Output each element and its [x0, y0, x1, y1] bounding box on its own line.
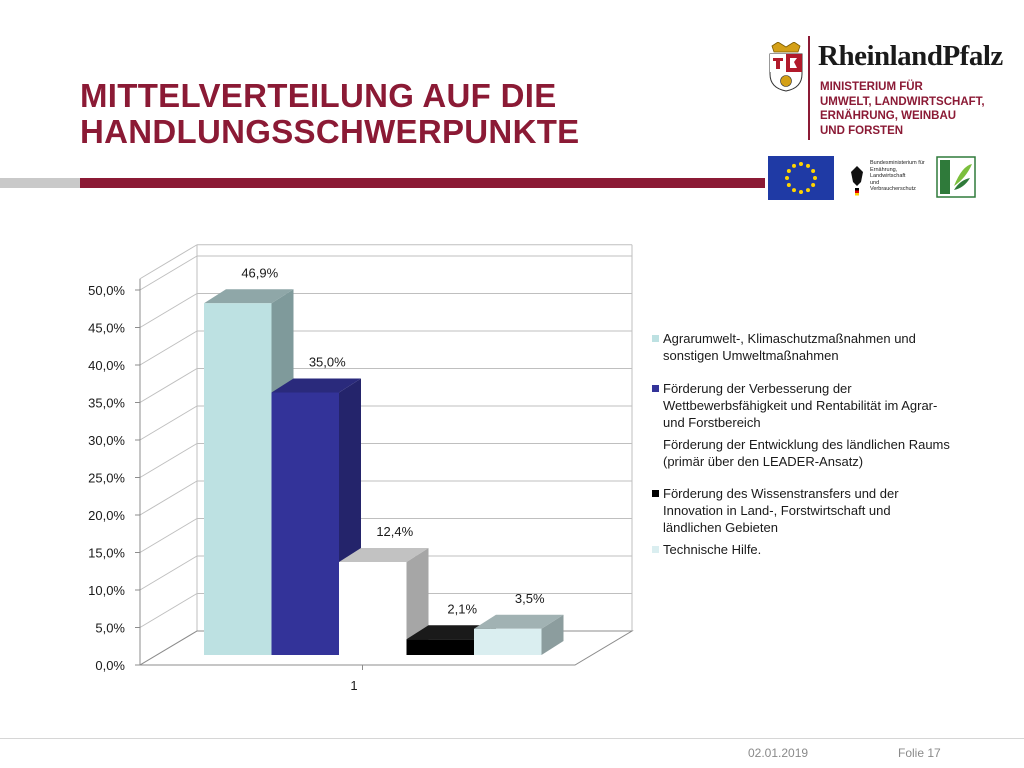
- side-wall-top-edge: [140, 245, 197, 279]
- data-label: 12,4%: [376, 524, 414, 539]
- bar-5: [474, 615, 564, 655]
- y-tick-label: 50,0%: [88, 283, 125, 298]
- legend-item: [652, 380, 952, 431]
- gridline-wall: [140, 444, 197, 478]
- legend-label: Förderung der Verbesserung der Wettbewerbsfähigkeit und Rentabilität im Agrar- und Forstbereich: [663, 381, 938, 430]
- y-tick-label: 0,0%: [95, 658, 125, 673]
- gridline-wall: [140, 331, 197, 365]
- gridline-wall: [140, 556, 197, 590]
- legend-item: [652, 436, 952, 470]
- bar-front: [204, 303, 272, 655]
- rlp-wordmark: RheinlandPfalz: [818, 40, 1003, 72]
- legend-swatch: [652, 385, 659, 392]
- data-label: 3,5%: [514, 590, 545, 606]
- bar-front: [272, 393, 340, 656]
- legend-label: Agrarumwelt-, Klimaschutzmaßnahmen und sonstigen Umweltmaßnahmen: [663, 331, 916, 363]
- bmel-line-1: Bundesministerium für: [870, 160, 925, 166]
- y-tick-label: 10,0%: [88, 583, 125, 598]
- gridline-wall: [140, 406, 197, 440]
- gridline-wall: [140, 594, 197, 628]
- footer-divider: [0, 738, 1024, 739]
- y-tick-label: 45,0%: [88, 320, 125, 336]
- slide-title-line-2: HANDLUNGSSCHWERPUNKTE: [80, 113, 580, 150]
- legend-item: [652, 541, 952, 558]
- y-tick-label: 25,0%: [88, 470, 125, 486]
- y-tick-label: 35,0%: [88, 395, 125, 411]
- footer-date: 02.01.2019: [748, 746, 809, 760]
- bar-front: [407, 639, 475, 655]
- data-label: 35,0%: [308, 354, 346, 370]
- ministry-line-2: UMWELT, LANDWIRTSCHAFT,: [820, 95, 985, 108]
- gridline-wall: [140, 369, 197, 403]
- legend-label: Förderung des Wissenstransfers und der Innovation in Land-, Forstwirtschaft und ländlichen Gebieten: [663, 486, 899, 535]
- legend-swatch: [652, 546, 659, 553]
- gridline-wall: [140, 519, 197, 553]
- footer-slide-number: Folie 17: [898, 746, 941, 760]
- legend-item: [652, 330, 952, 364]
- y-tick-label: 30,0%: [88, 433, 125, 448]
- y-tick-label: 15,0%: [88, 545, 125, 561]
- ministry-line-3: ERNÄHRUNG, WEINBAU: [820, 110, 957, 122]
- x-category-label: 1: [350, 678, 358, 693]
- gridline-wall: [140, 256, 197, 290]
- legend-swatch: [652, 441, 659, 448]
- bar-front: [339, 562, 407, 655]
- slide-title-line-1: MITTELVERTEILUNG AUF DIE: [80, 77, 557, 114]
- y-tick-label: 40,0%: [88, 358, 125, 373]
- data-label: 2,1%: [447, 601, 478, 617]
- legend-item: [652, 485, 952, 536]
- legend-swatch: [652, 490, 659, 497]
- ministry-line-1: MINISTERIUM FÜR: [820, 81, 923, 93]
- bmel-line-2: Ernährung, Landwirtschaft: [870, 166, 906, 179]
- gridline-wall: [140, 294, 197, 328]
- data-label: 46,9%: [241, 265, 279, 281]
- ministry-line-4: UND FORSTEN: [820, 124, 904, 137]
- legend-swatch: [652, 335, 659, 342]
- chart-legend: [652, 330, 952, 558]
- y-tick-label: 20,0%: [88, 508, 125, 523]
- y-tick-label: 5,0%: [95, 620, 125, 636]
- legend-label: Technische Hilfe.: [663, 542, 762, 557]
- legend-label: Förderung der Entwicklung des ländlichen Raums (primär über den LEADER-Ansatz): [663, 437, 950, 469]
- bar-front: [474, 629, 542, 655]
- gridline-wall: [140, 481, 197, 515]
- bmel-line-3: und Verbraucherschutz: [870, 179, 916, 192]
